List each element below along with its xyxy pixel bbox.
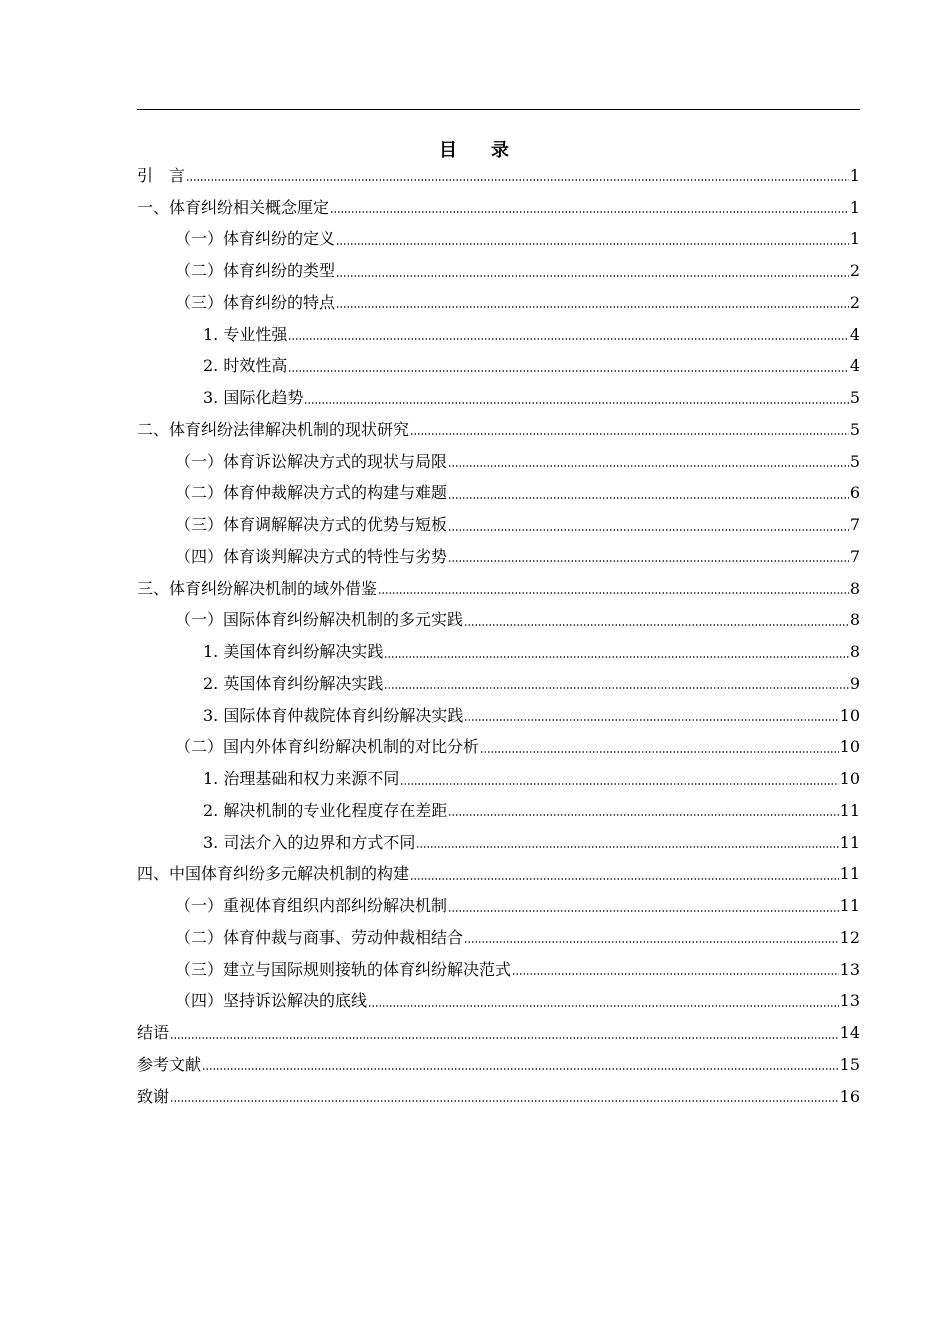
toc-entry-title: 2. 时效性高 [203, 356, 288, 376]
toc-dot-leader [448, 465, 849, 467]
toc-entry-title: （三）建立与国际规则接轨的体育纠纷解决范式 [175, 959, 512, 979]
toc-entry-page: 8 [849, 642, 860, 662]
toc-entry-page: 10 [839, 769, 860, 789]
toc-entry[interactable] [137, 287, 860, 319]
toc-entry[interactable] [137, 922, 860, 954]
toc-title [0, 136, 950, 162]
toc-entry-page: 1 [849, 197, 860, 217]
toc-dot-leader [336, 275, 849, 277]
toc-entry[interactable] [137, 414, 860, 446]
toc-dot-leader [288, 338, 848, 340]
toc-entry-title: 四、中国体育纠纷多元解决机制的构建 [137, 864, 410, 884]
toc-dot-leader [480, 751, 839, 753]
toc-entry[interactable] [137, 541, 860, 573]
toc-entry-page: 5 [849, 388, 860, 408]
toc-entry-title: 3. 国际化趋势 [203, 388, 304, 408]
toc-dot-leader [170, 1100, 839, 1102]
toc-entry[interactable] [137, 795, 860, 827]
toc-entry-page: 11 [839, 864, 860, 884]
toc-entry[interactable] [137, 890, 860, 922]
toc-entry[interactable] [137, 859, 860, 891]
toc-entry[interactable] [137, 636, 860, 668]
toc-entry-page: 7 [849, 515, 860, 535]
toc-entry[interactable] [137, 1017, 860, 1049]
toc-entry-page: 11 [839, 800, 860, 820]
toc-entry-title: （一）重视体育组织内部纠纷解决机制 [175, 896, 448, 916]
toc-entry-title: （四）体育谈判解决方式的特性与劣势 [175, 546, 448, 566]
toc-entry-title: 3. 司法介入的边界和方式不同 [203, 832, 416, 852]
toc-entry-page: 13 [839, 959, 860, 979]
toc-dot-leader [512, 973, 839, 975]
toc-entry-title: （三）体育调解解决方式的优势与短板 [175, 515, 448, 535]
toc-entry-page: 2 [849, 292, 860, 312]
toc-entry[interactable] [137, 1049, 860, 1081]
toc-entry-page: 8 [849, 578, 860, 598]
toc-entry-page: 5 [849, 451, 860, 471]
toc-entry[interactable] [137, 827, 860, 859]
toc-entry-page: 4 [849, 324, 860, 344]
toc-dot-leader [464, 624, 849, 626]
toc-dot-leader [384, 687, 848, 689]
toc-entry-title: 1. 美国体育纠纷解决实践 [203, 642, 384, 662]
toc-entry-title: （三）体育纠纷的特点 [175, 292, 336, 312]
toc-entry[interactable] [137, 478, 860, 510]
toc-entry[interactable] [137, 732, 860, 764]
toc-entry-title: （二）体育仲裁与商事、劳动仲裁相结合 [175, 927, 464, 947]
toc-dot-leader [400, 783, 838, 785]
toc-entry-page: 1 [849, 229, 860, 249]
toc-dot-leader [464, 941, 839, 943]
toc-entry-title: （二）体育仲裁解决方式的构建与难题 [175, 483, 448, 503]
toc-entry-page: 1 [849, 165, 860, 185]
toc-title-part1: 目 [439, 140, 459, 161]
toc-dot-leader [448, 560, 849, 562]
toc-entry-title: （二）国内外体育纠纷解决机制的对比分析 [175, 737, 480, 757]
toc-dot-leader [464, 719, 838, 721]
toc-entry-title: 二、体育纠纷法律解决机制的现状研究 [137, 419, 410, 439]
toc-entry-page: 10 [839, 705, 860, 725]
toc-entry[interactable] [137, 1081, 860, 1113]
toc-entry-page: 10 [839, 737, 860, 757]
toc-dot-leader [448, 529, 849, 531]
toc-entry[interactable] [137, 763, 860, 795]
toc-entry-title: （一）国际体育纠纷解决机制的多元实践 [175, 610, 464, 630]
toc-entry-title: （一）体育诉讼解决方式的现状与局限 [175, 451, 448, 471]
toc-entry-page: 7 [849, 546, 860, 566]
toc-entry-page: 11 [839, 832, 860, 852]
toc-entry[interactable] [137, 382, 860, 414]
toc-entry-page: 13 [839, 991, 860, 1011]
toc-entry[interactable] [137, 224, 860, 256]
toc-entry-title: 致谢 [137, 1086, 170, 1106]
toc-dot-leader [288, 370, 848, 372]
toc-entry-title: （四）坚持诉讼解决的底线 [175, 991, 368, 1011]
toc-dot-leader [336, 306, 849, 308]
toc-dot-leader [410, 433, 849, 435]
toc-entry-page: 12 [839, 927, 860, 947]
toc-entry[interactable] [137, 954, 860, 986]
toc-entry-title: 参考文献 [137, 1054, 202, 1074]
toc-entry-title: 引 言 [137, 165, 186, 185]
toc-dot-leader [410, 878, 839, 880]
toc-entry-title: 2. 英国体育纠纷解决实践 [203, 673, 384, 693]
toc-entry[interactable] [137, 986, 860, 1018]
toc-dot-leader [330, 211, 849, 213]
toc-entry[interactable] [137, 700, 860, 732]
header-rule [137, 109, 860, 110]
toc-entry[interactable] [137, 605, 860, 637]
toc-entry-page: 16 [839, 1086, 860, 1106]
toc-entry-page: 8 [849, 610, 860, 630]
toc-entry-title: 1. 专业性强 [203, 324, 288, 344]
toc-title-part2: 录 [491, 140, 511, 161]
toc-entry-page: 5 [849, 419, 860, 439]
toc-entry[interactable] [137, 573, 860, 605]
toc-entry-page: 2 [849, 261, 860, 281]
toc-dot-leader [186, 179, 849, 181]
toc-entry-page: 4 [849, 356, 860, 376]
toc-dot-leader [448, 910, 839, 912]
toc-entry[interactable] [137, 160, 860, 192]
toc-entry-title: 1. 治理基础和权力来源不同 [203, 769, 400, 789]
toc-dot-leader [304, 402, 848, 404]
toc-dot-leader [336, 243, 849, 245]
table-of-contents [137, 160, 860, 1113]
toc-entry-title: 结语 [137, 1023, 170, 1043]
toc-entry-page: 11 [839, 896, 860, 916]
toc-dot-leader [448, 814, 838, 816]
toc-entry[interactable] [137, 509, 860, 541]
toc-entry-title: 2. 解决机制的专业化程度存在差距 [203, 800, 448, 820]
toc-entry-title: （二）体育纠纷的类型 [175, 261, 336, 281]
toc-entry[interactable] [137, 351, 860, 383]
toc-entry-page: 6 [849, 483, 860, 503]
toc-entry[interactable] [137, 668, 860, 700]
toc-dot-leader [170, 1037, 839, 1039]
toc-dot-leader [368, 1005, 839, 1007]
toc-entry[interactable] [137, 192, 860, 224]
toc-dot-leader [416, 846, 838, 848]
toc-dot-leader [448, 497, 849, 499]
toc-dot-leader [384, 656, 848, 658]
toc-entry-page: 14 [839, 1023, 860, 1043]
toc-entry-page: 9 [849, 673, 860, 693]
toc-entry-title: 一、体育纠纷相关概念厘定 [137, 197, 330, 217]
toc-entry-page: 15 [839, 1054, 860, 1074]
toc-entry-title: 3. 国际体育仲裁院体育纠纷解决实践 [203, 705, 464, 725]
toc-entry-title: （一）体育纠纷的定义 [175, 229, 336, 249]
toc-entry-title: 三、体育纠纷解决机制的域外借鉴 [137, 578, 378, 598]
toc-dot-leader [378, 592, 849, 594]
toc-entry[interactable] [137, 319, 860, 351]
toc-dot-leader [202, 1068, 839, 1070]
toc-entry[interactable] [137, 446, 860, 478]
toc-entry[interactable] [137, 255, 860, 287]
